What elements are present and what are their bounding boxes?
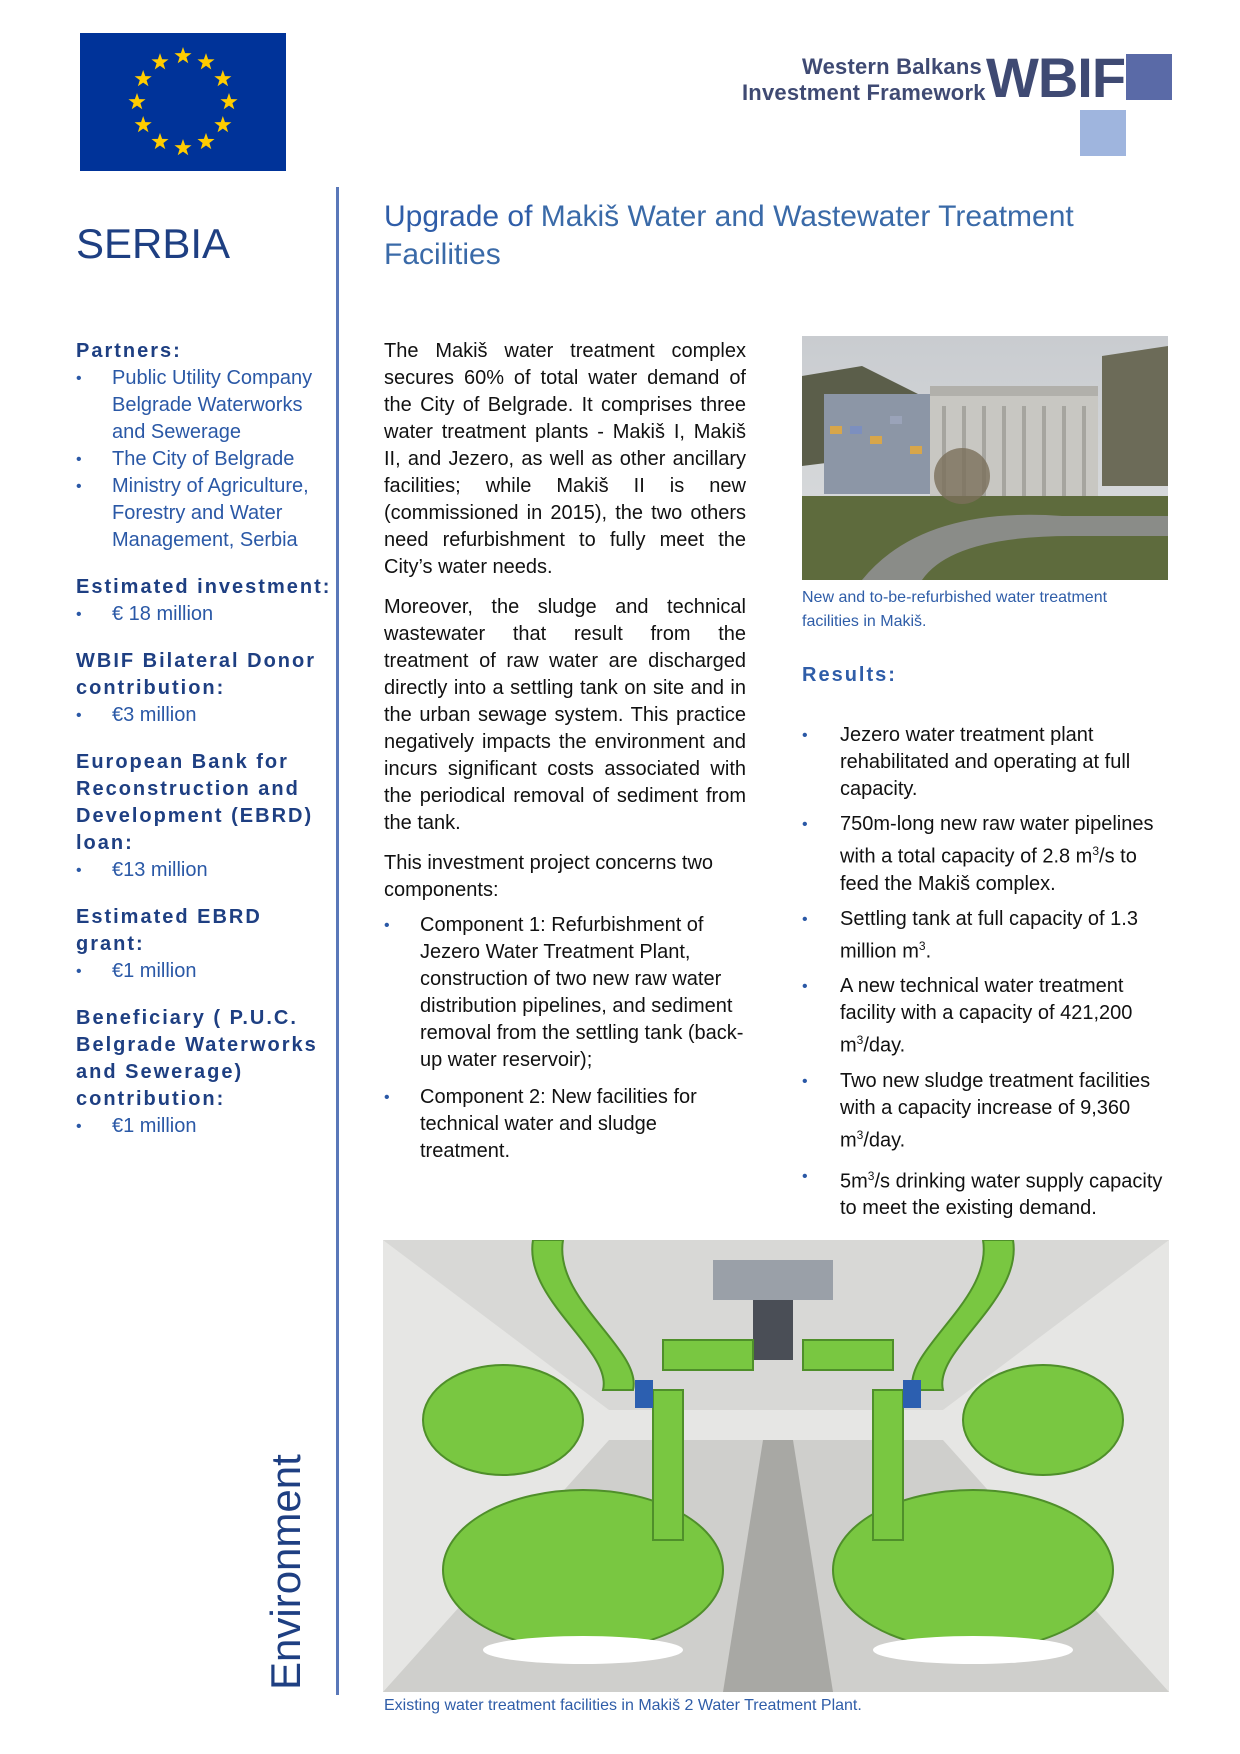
- ebrd-loan-value: • €13 million: [76, 857, 332, 884]
- ebrd-grant-heading: Estimated EBRD grant:: [76, 906, 262, 955]
- ebrd-grant-value: • €1 million: [76, 958, 332, 985]
- sector-label: Environment: [262, 1454, 309, 1690]
- body-paragraph: The Makiš water treatment complex secures 60% of total water demand of the City of Belgrade. It comprises three water treatment plants - Makiš I, Makiš II, and Jezero, as well as other ancillary facilities; while Makiš II is new (commissioned in 2015), the two others need refurbishment to fully meet the City’s water needs.: [384, 340, 746, 578]
- beneficiary-heading: Beneficiary ( P.U.C. Belgrade Waterworks and Sewerage) contribution:: [76, 1007, 318, 1110]
- investment-heading: Estimated investment:: [76, 576, 332, 598]
- partners-list: [76, 365, 332, 554]
- treatment-plant-interior-photo: [383, 1240, 1169, 1692]
- donor-section: [76, 648, 332, 729]
- result-item: • Jezero water treatment plant rehabilitated and operating at full capacity.: [802, 722, 1168, 803]
- wbif-square-light: [1080, 110, 1126, 156]
- beneficiary-section: [76, 1005, 332, 1140]
- components-list: [384, 912, 746, 1165]
- beneficiary-value: • €1 million: [76, 1113, 332, 1140]
- donor-heading: WBIF Bilateral Donor contribution:: [76, 650, 317, 699]
- photo1-caption: New and to-be-refurbished water treatment facilities in Makiš.: [802, 589, 1108, 630]
- body-paragraph: Moreover, the sludge and technical wastewater that result from the treatment of raw water are discharged directly into a settling tank on site and in the urban sewage system. This practice negatively impacts the environment and incurs significant costs associated with the periodical removal of sediment from the tank.: [384, 596, 746, 834]
- partner-item: • Public Utility Company Belgrade Waterworks and Sewerage: [76, 365, 332, 446]
- ebrd-loan-section: [76, 749, 332, 884]
- partners-section: [76, 338, 332, 554]
- result-item: • Two new sludge treatment facilities with a capacity increase of 9,360 $m^3$/day.: [802, 1068, 1168, 1155]
- results-list: [802, 722, 1168, 1230]
- wbif-name-line2: Investment Framework: [742, 80, 986, 105]
- title-lead: Upgrade of: [384, 200, 533, 233]
- result-item: • $5m^3/s$ drinking water supply capacity to meet the existing demand.: [802, 1163, 1168, 1223]
- country-name: SERBIA: [76, 220, 231, 267]
- title-rest: Makiš Water and Wastewater Treatment Facilities: [384, 200, 1074, 271]
- donor-value: • €3 million: [76, 702, 332, 729]
- ebrd-grant-section: [76, 904, 332, 985]
- eu-flag-logo: [80, 33, 286, 171]
- partners-heading: Partners:: [76, 340, 182, 362]
- partner-item: • The City of Belgrade: [76, 446, 332, 473]
- wbif-square-dark: [1126, 54, 1172, 100]
- eu-stars-icon: [80, 33, 286, 171]
- page-title: [384, 198, 1144, 274]
- component-item: • Component 2: New facilities for technical water and sludge treatment.: [384, 1084, 746, 1165]
- body-paragraph: This investment project concerns two components:: [384, 852, 714, 901]
- vertical-divider: [336, 187, 339, 1695]
- results-heading: Results:: [802, 664, 897, 686]
- wbif-logo: [742, 46, 1172, 160]
- component-item: • Component 1: Refurbishment of Jezero Water Treatment Plant, construction of two new raw water distribution pipelines, and sediment removal from the settling tank (back-up water reservoir);: [384, 912, 746, 1074]
- wbif-name-line1: Western Balkans: [802, 54, 982, 79]
- body-text: [384, 338, 746, 1175]
- wbif-acronym: WBIF: [986, 46, 1126, 109]
- result-item: • Settling tank at full capacity of 1.3 million $m^3$.: [802, 906, 1168, 966]
- investment-value: • € 18 million: [76, 601, 332, 628]
- result-item: • 750m-long new raw water pipelines with a total capacity of 2.8 $m^3/s$ to feed the Makiš complex.: [802, 811, 1168, 898]
- result-item: • A new technical water treatment facility with a capacity of 421,200 $m^3$/day.: [802, 973, 1168, 1060]
- photo2-caption: Existing water treatment facilities in Makiš 2 Water Treatment Plant.: [384, 1697, 862, 1714]
- investment-section: [76, 574, 332, 628]
- facility-exterior-photo: [802, 336, 1168, 580]
- partner-item: • Ministry of Agriculture, Forestry and Water Management, Serbia: [76, 473, 332, 554]
- ebrd-loan-heading: European Bank for Reconstruction and Development (EBRD) loan:: [76, 751, 314, 854]
- sidebar: [76, 338, 332, 1160]
